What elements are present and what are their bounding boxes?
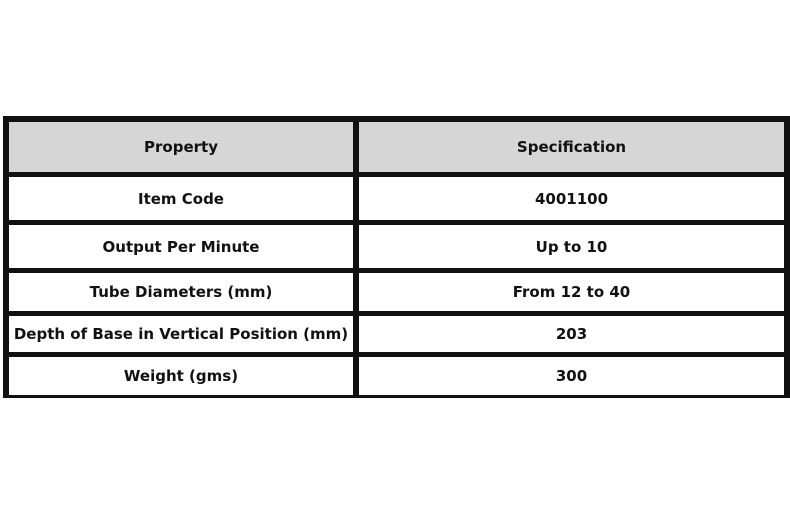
row-item-code-value: 4001100: [359, 177, 784, 220]
row-tube-diameters-value: From 12 to 40: [359, 273, 784, 311]
header-specification: Specification: [359, 122, 784, 172]
row-depth-value: 203: [359, 316, 784, 352]
row-depth-property: Depth of Base in Vertical Position (mm): [9, 316, 353, 352]
header-property: Property: [9, 122, 353, 172]
row-item-code-property: Item Code: [9, 177, 353, 220]
spec-table: [3, 116, 790, 398]
row-output-property: Output Per Minute: [9, 225, 353, 268]
row-weight-property: Weight (gms): [9, 357, 353, 395]
row-tube-diameters-property: Tube Diameters (mm): [9, 273, 353, 311]
row-weight-value: 300: [359, 357, 784, 395]
row-output-value: Up to 10: [359, 225, 784, 268]
